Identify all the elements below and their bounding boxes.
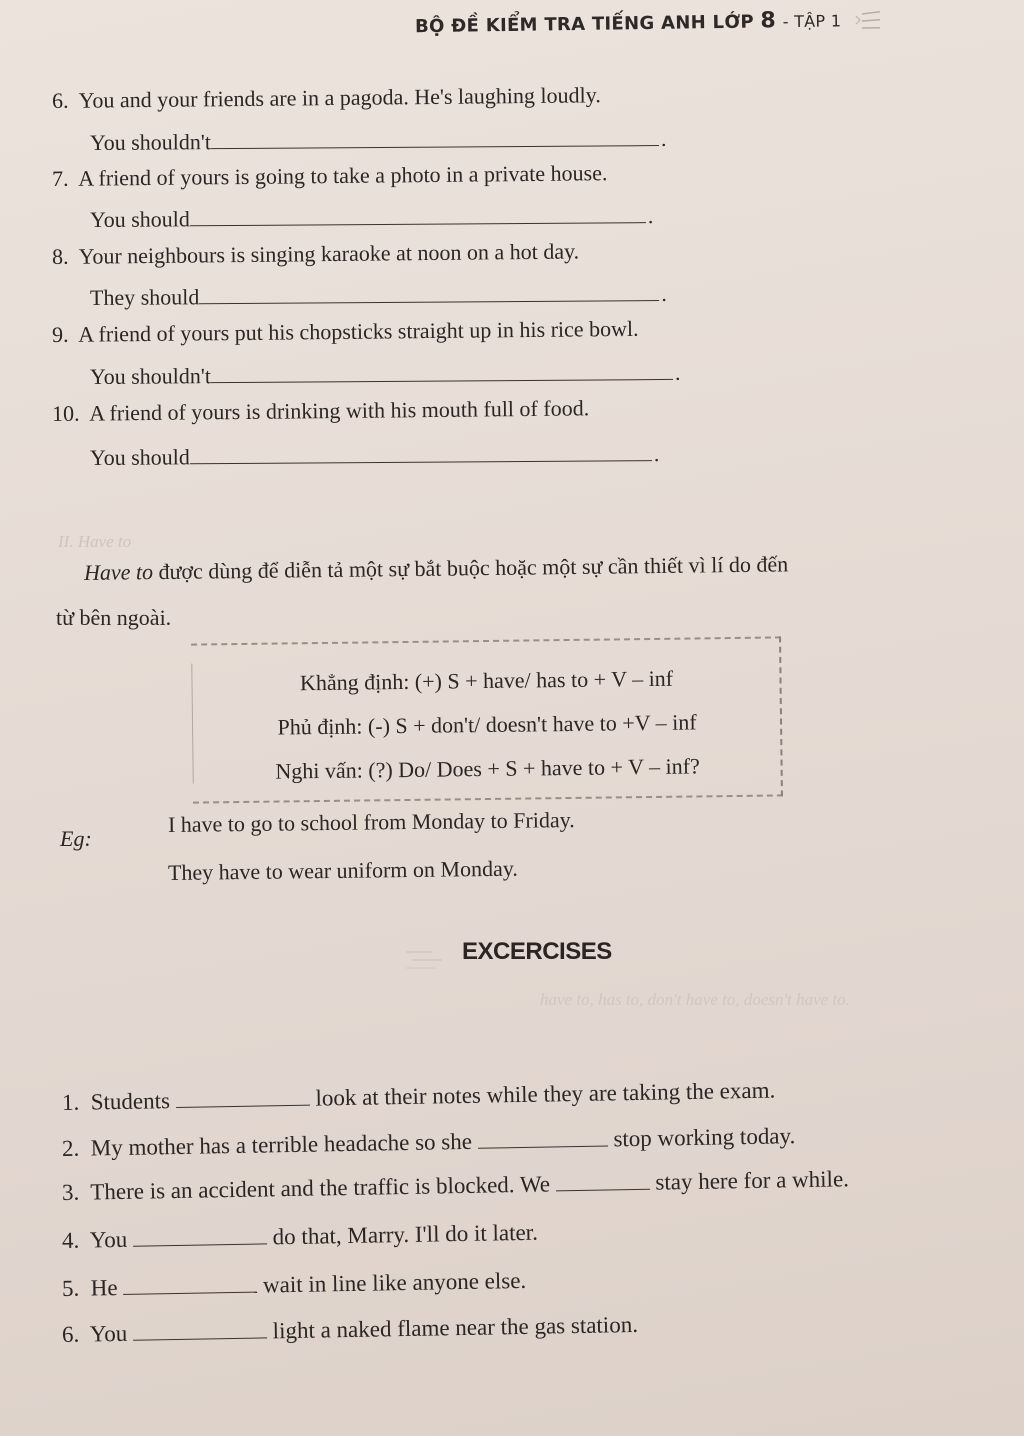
exercise-number: 1. — [61, 1089, 80, 1115]
grammar-intro-text: được dùng để diễn tả một sự bắt buộc hoặc một sự cần thiết vì lí do đến — [158, 551, 789, 585]
exercise-item-3 — [62, 1166, 849, 1206]
exercise-item-6 — [62, 1312, 638, 1348]
question-number: 8. — [51, 243, 69, 269]
exercise-after: light a naked flame near the gas station. — [272, 1311, 639, 1344]
question-number: 7. — [51, 165, 69, 191]
exercise-blank[interactable] — [133, 1323, 267, 1340]
exercise-number: 2. — [61, 1135, 80, 1161]
question-number: 10. — [51, 400, 80, 426]
grammar-term: Have to — [83, 559, 154, 585]
decorative-lines-icon — [402, 944, 452, 974]
exercise-item-1 — [62, 1078, 776, 1116]
answer-start: They should — [89, 284, 200, 310]
answer-blank[interactable] — [211, 131, 659, 149]
exercise-item-5 — [62, 1268, 527, 1302]
header-title: BỘ ĐỀ KIỂM TRA TIẾNG ANH LỚP — [414, 11, 755, 38]
question-text: A friend of yours is going to take a photo in a private house. — [78, 160, 608, 191]
exercise-before: My mother has a terrible headache so she — [90, 1128, 473, 1161]
answer-blank[interactable] — [190, 208, 646, 226]
question-text: A friend of yours is drinking with his mouth full of food. — [89, 395, 590, 426]
question-7 — [52, 160, 608, 192]
formula-box — [191, 636, 783, 803]
question-number: 9. — [51, 321, 69, 347]
exercise-after: stop working today. — [613, 1123, 796, 1152]
example-2: They have to wear uniform on Monday. — [167, 855, 518, 885]
exercise-after: look at their notes while they are taking the exam. — [315, 1077, 776, 1111]
question-text: Your neighbours is singing karaoke at noon on a hot day. — [78, 238, 580, 269]
exercise-item-2 — [62, 1123, 796, 1162]
exercise-after: wait in line like anyone else. — [262, 1267, 527, 1298]
exercise-after: stay here for a while. — [655, 1166, 850, 1195]
question-number: 6. — [51, 87, 69, 113]
exercise-blank[interactable] — [556, 1175, 650, 1192]
grammar-intro — [84, 551, 788, 586]
question-9 — [52, 316, 639, 348]
answer-start: You should — [89, 206, 190, 232]
faded-section-heading: II. Have to — [58, 532, 132, 551]
exercise-number: 4. — [61, 1227, 80, 1253]
header-volume: - TẬP 1 — [782, 11, 842, 32]
answer-line-10: You should . — [89, 441, 660, 470]
answer-blank[interactable] — [199, 286, 659, 304]
answer-line-9: You shouldn't . — [89, 359, 681, 389]
exercise-before: He — [90, 1275, 118, 1301]
exercise-after: do that, Marry. I'll do it later. — [272, 1219, 539, 1250]
grammar-intro-line2: từ bên ngoài. — [56, 605, 172, 630]
formula-question: Nghi vấn: (?) Do/ Does + S + have to + V – inf? — [275, 753, 700, 784]
exercise-number: 6. — [61, 1321, 80, 1347]
header-grade: 8 — [760, 8, 777, 34]
answer-blank[interactable] — [211, 365, 673, 383]
exercise-blank[interactable] — [176, 1091, 310, 1108]
exercise-item-4 — [62, 1220, 538, 1254]
question-text: A friend of yours put his chopsticks straight up in his rice bowl. — [78, 315, 639, 347]
question-text: You and your friends are in a pagoda. He's laughing loudly. — [78, 82, 601, 113]
formula-negative: Phủ định: (-) S + don't/ doesn't have to +V – inf — [277, 709, 697, 740]
list-lines-icon — [854, 10, 882, 32]
formula-affirmative: Khẳng định: (+) S + have/ has to + V – inf — [299, 665, 674, 696]
exercise-blank[interactable] — [133, 1229, 267, 1246]
exercise-before: There is an accident and the traffic is blocked. We — [90, 1171, 551, 1205]
question-8 — [52, 238, 579, 270]
answer-start: You shouldn't — [89, 363, 212, 389]
answer-blank[interactable] — [190, 446, 652, 464]
question-6 — [52, 82, 601, 114]
exercise-blank[interactable] — [123, 1278, 257, 1295]
answer-start: You shouldn't — [89, 129, 212, 155]
exercise-before: Students — [90, 1088, 171, 1115]
exercise-blank[interactable] — [478, 1131, 608, 1148]
answer-line-8: They should . — [89, 280, 667, 310]
exercise-before: You — [89, 1320, 128, 1347]
page-header — [415, 7, 882, 39]
exercise-number: 5. — [61, 1275, 80, 1301]
exercises-title: EXCERCISES — [462, 938, 612, 965]
answer-line-6: You shouldn't . — [89, 125, 667, 155]
example-1: I have to go to school from Monday to Friday. — [167, 807, 575, 837]
answer-line-7: You should . — [89, 203, 654, 232]
exercises-instruction: have to, has to, don't have to, doesn't have to. — [540, 990, 850, 1009]
exercise-before: You — [89, 1226, 128, 1253]
answer-start: You should — [89, 444, 190, 470]
example-label: Eg: — [60, 826, 92, 851]
exercise-number: 3. — [61, 1179, 80, 1205]
question-10 — [52, 395, 589, 427]
